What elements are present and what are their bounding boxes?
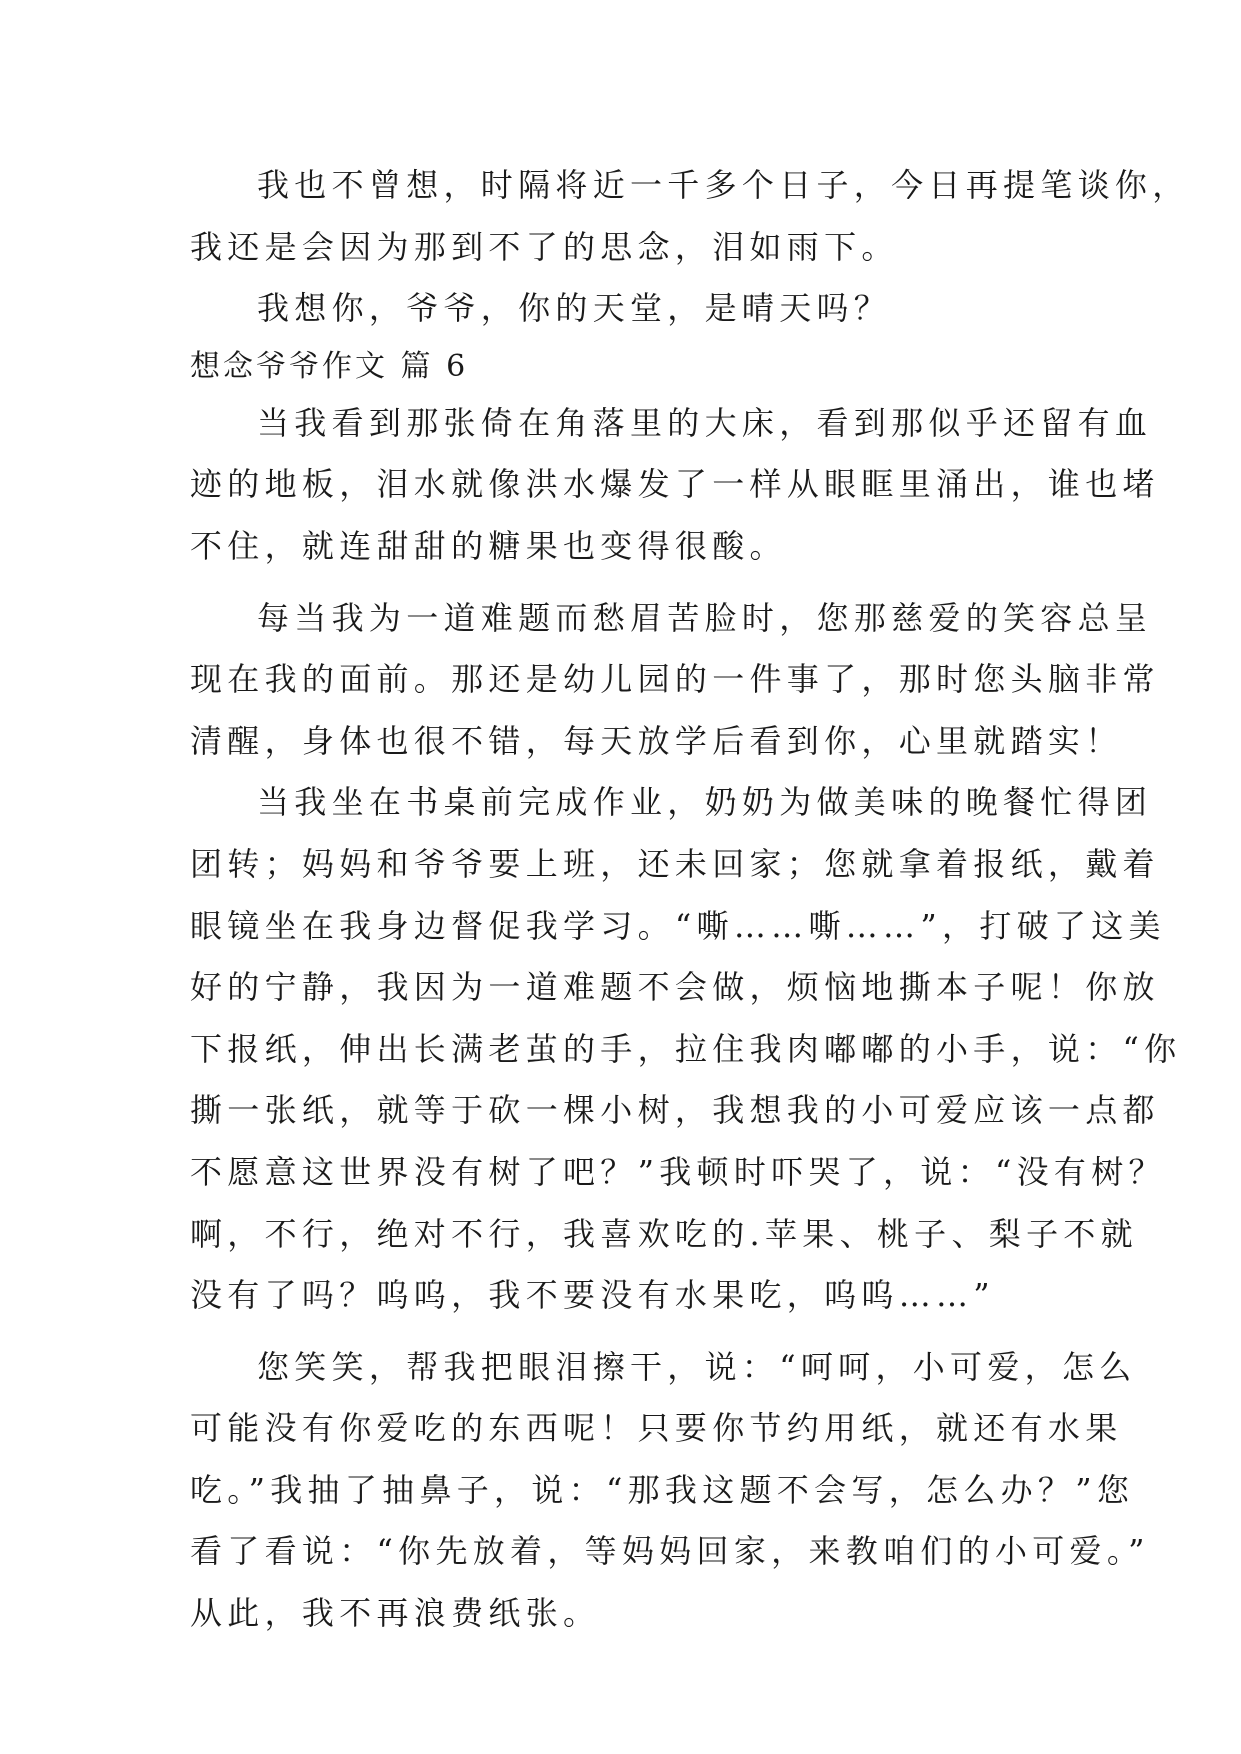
text-line: 每当我为一道难题而愁眉苦脸时，您那慈爱的笑容总呈 — [257, 598, 1153, 637]
paragraph-2 — [190, 588, 1160, 773]
text-line: 啊，不行，绝对不行，我喜欢吃的.苹果、桃子、梨子不就 — [190, 1214, 1138, 1253]
intro-paragraph — [190, 155, 1190, 278]
text-line: 清醒，身体也很不错，每天放学后看到你，心里就踏实！ — [190, 721, 1123, 760]
text-line: 可能没有你爱吃的东西呢！只要你节约用纸，就还有水果 — [190, 1409, 1123, 1448]
text-line: 现在我的面前。那还是幼儿园的一件事了，那时您头脑非常 — [190, 660, 1160, 699]
paragraph-gap — [190, 1327, 1070, 1337]
text-line: 吃。”我抽了抽鼻子，说：“那我这题不会写，怎么办？”您 — [190, 1470, 1135, 1509]
text-line: 我想你，爷爷，你的天堂，是晴天吗？ — [257, 289, 892, 328]
closing-line-paragraph — [190, 278, 1070, 340]
text-line: 好的宁静，我因为一道难题不会做，烦恼地撕本子呢！你放 — [190, 968, 1160, 1007]
text-line: 我也不曾想，时隔将近一千多个日子，今日再提笔谈你， — [257, 166, 1190, 204]
essay-heading: 想念爷爷作文 篇 6 — [190, 348, 469, 384]
paragraph-1 — [190, 393, 1160, 578]
text-line: 看了看说：“你先放着，等妈妈回家，来教咱们的小可爱。” — [190, 1532, 1150, 1571]
text-line: 没有了吗？呜呜，我不要没有水果吃，呜呜……” — [190, 1276, 995, 1315]
text-line: 团转；妈妈和爷爷要上班，还未回家；您就拿着报纸，戴着 — [190, 844, 1160, 883]
text-line: 不愿意这世界没有树了吧？”我顿时吓哭了，说：“没有树？ — [190, 1152, 1166, 1191]
paragraph-4 — [190, 1337, 1150, 1645]
paragraph-3 — [190, 772, 1182, 1326]
paragraph-gap — [190, 578, 1070, 588]
text-line: 从此，我不再浪费纸张。 — [190, 1594, 601, 1633]
text-line: 您笑笑，帮我把眼泪擦干，说：“呵呵，小可爱，怎么 — [257, 1347, 1137, 1386]
text-line: 我还是会因为那到不了的思念，泪如雨下。 — [190, 227, 899, 266]
text-line: 当我坐在书桌前完成作业，奶奶为做美味的晚餐忙得团 — [257, 783, 1153, 822]
text-line: 下报纸，伸出长满老茧的手，拉住我肉嘟嘟的小手，说：“你 — [190, 1029, 1182, 1068]
document-body — [190, 155, 1190, 1645]
text-line: 当我看到那张倚在角落里的大床，看到那似乎还留有血 — [257, 403, 1153, 442]
text-line: 不住，就连甜甜的糖果也变得很酸。 — [190, 526, 787, 565]
text-line: 眼镜坐在我身边督促我学习。“嘶……嘶……”，打破了这美 — [190, 906, 1166, 945]
text-line: 撕一张纸，就等于砍一棵小树，我想我的小可爱应该一点都 — [190, 1091, 1160, 1130]
text-line: 迹的地板，泪水就像洪水爆发了一样从眼眶里涌出，谁也堵 — [190, 465, 1160, 504]
